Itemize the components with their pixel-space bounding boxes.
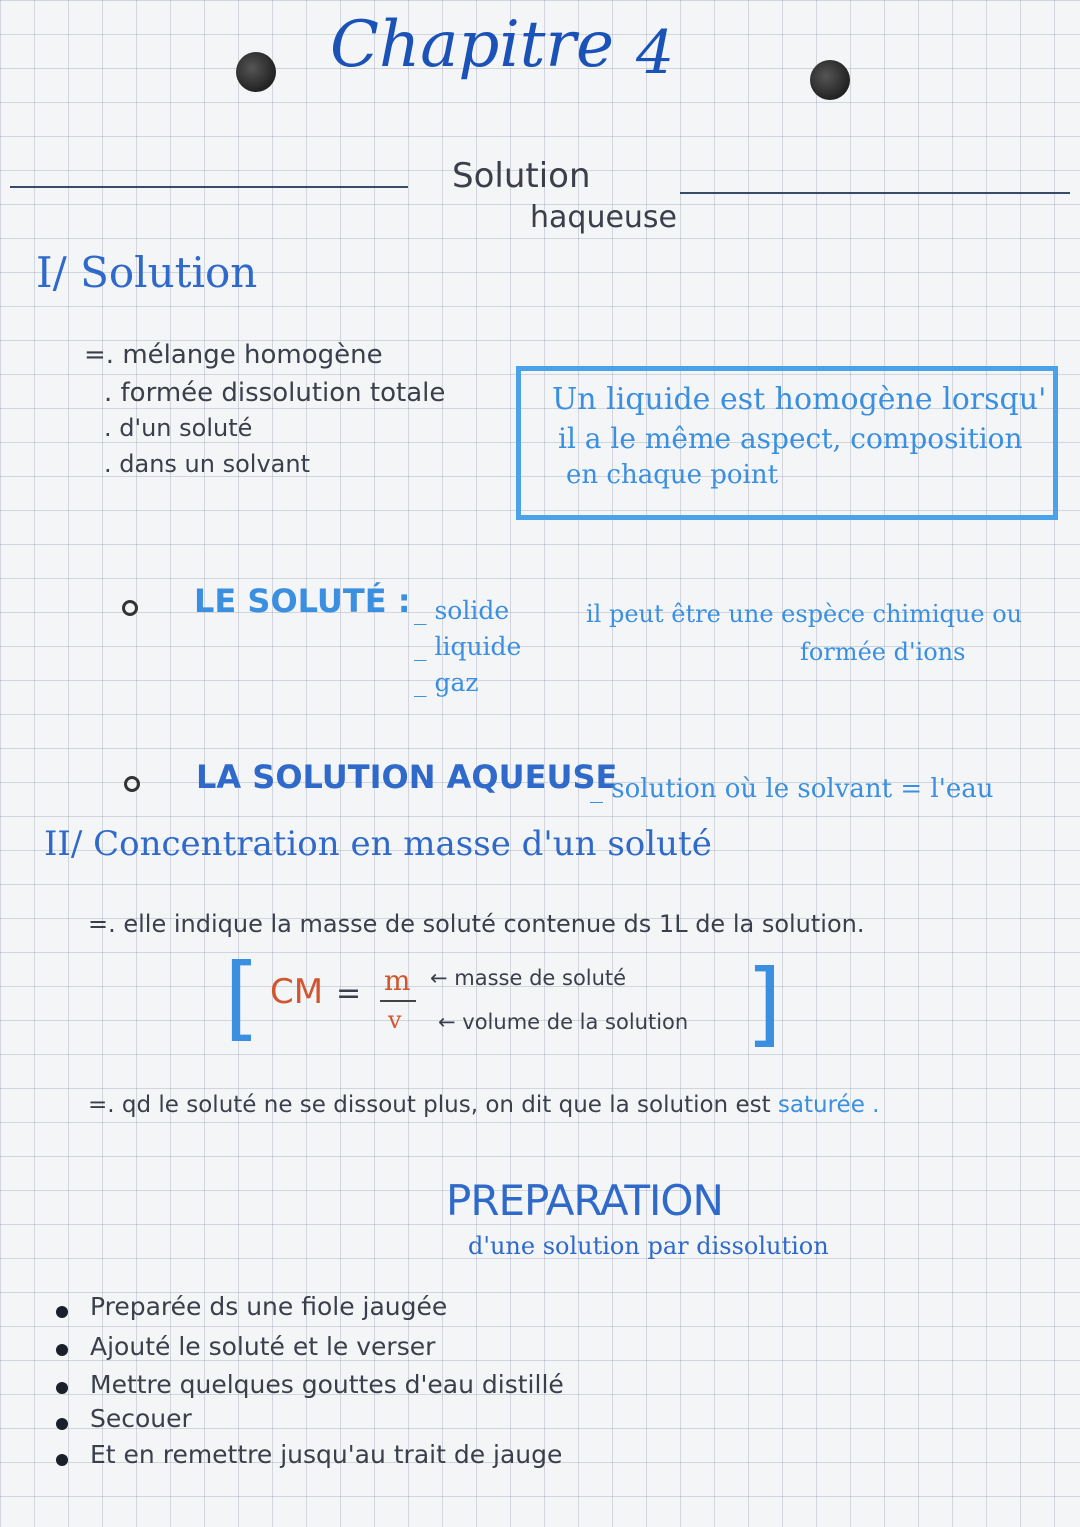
preparation-step: Preparée ds une fiole jaugée <box>90 1292 448 1321</box>
chapter-subtitle-line1: Solution <box>452 156 591 196</box>
header-rule-left <box>10 186 408 188</box>
box-line: il a le même aspect, composition <box>558 422 1023 455</box>
formula-numerator: m <box>384 964 411 997</box>
step-bullet <box>56 1306 68 1318</box>
formula-lhs: CM <box>270 972 324 1012</box>
formula-bracket-close: ] <box>746 950 782 1057</box>
definition-line: . dans un solvant <box>104 450 310 478</box>
section-1-heading: I/ Solution <box>36 248 258 297</box>
definition-line: . formée dissolution totale <box>104 378 446 408</box>
section-2-heading: II/ Concentration en masse d'un soluté <box>44 824 712 864</box>
solute-note: il peut être une espèce chimique ou <box>586 600 1023 628</box>
saturation-statement <box>88 1092 879 1118</box>
solute-state: _ gaz <box>414 668 479 697</box>
formula-bracket-open: [ <box>224 944 260 1051</box>
binder-hole-right <box>810 60 850 100</box>
circle-bullet <box>122 600 138 616</box>
box-line: en chaque point <box>566 460 779 490</box>
concentration-intro: =. elle indique la masse de soluté contenue ds 1L de la solution. <box>88 910 865 938</box>
step-bullet <box>56 1344 68 1356</box>
preparation-subtitle: d'une solution par dissolution <box>468 1232 829 1260</box>
preparation-step: Secouer <box>90 1404 192 1433</box>
aqueous-solution-definition: _ solution où le solvant = l'eau <box>590 774 994 804</box>
saturation-text: =. qd le soluté ne se dissout plus, on dit que la solution est <box>88 1092 771 1118</box>
binder-hole-left <box>236 52 276 92</box>
fraction-bar <box>380 1000 416 1002</box>
solute-label: LE SOLUTÉ : <box>194 582 411 620</box>
numerator-note: ← masse de soluté <box>430 966 627 990</box>
step-bullet <box>56 1454 68 1466</box>
preparation-step: Ajouté le soluté et le verser <box>90 1332 436 1361</box>
circle-bullet <box>124 776 140 792</box>
saturation-word: saturée <box>777 1092 865 1118</box>
chapter-number: 4 <box>636 18 675 88</box>
preparation-title: PREPARATION <box>446 1176 723 1225</box>
definition-line: . d'un soluté <box>104 414 253 442</box>
solute-note: formée d'ions <box>800 638 966 666</box>
aqueous-solution-label: LA SOLUTION AQUEUSE <box>196 758 618 796</box>
preparation-step: Mettre quelques gouttes d'eau distillé <box>90 1370 564 1399</box>
formula-denominator: v <box>388 1006 402 1034</box>
solute-state: _ liquide <box>414 632 522 661</box>
preparation-step: Et en remettre jusqu'au trait de jauge <box>90 1440 563 1469</box>
saturation-end: . <box>872 1092 880 1118</box>
definition-line: =. mélange homogène <box>84 340 383 370</box>
step-bullet <box>56 1418 68 1430</box>
formula-equals: = <box>336 976 362 1011</box>
chapter-title: Chapitre <box>330 8 614 82</box>
step-bullet <box>56 1382 68 1394</box>
denominator-note: ← volume de la solution <box>438 1010 689 1034</box>
box-line: Un liquide est homogène lorsqu' <box>552 382 1047 417</box>
chapter-subtitle-line2: haqueuse <box>530 200 678 235</box>
header-rule-right <box>680 192 1070 194</box>
solute-state: _ solide <box>414 596 510 625</box>
